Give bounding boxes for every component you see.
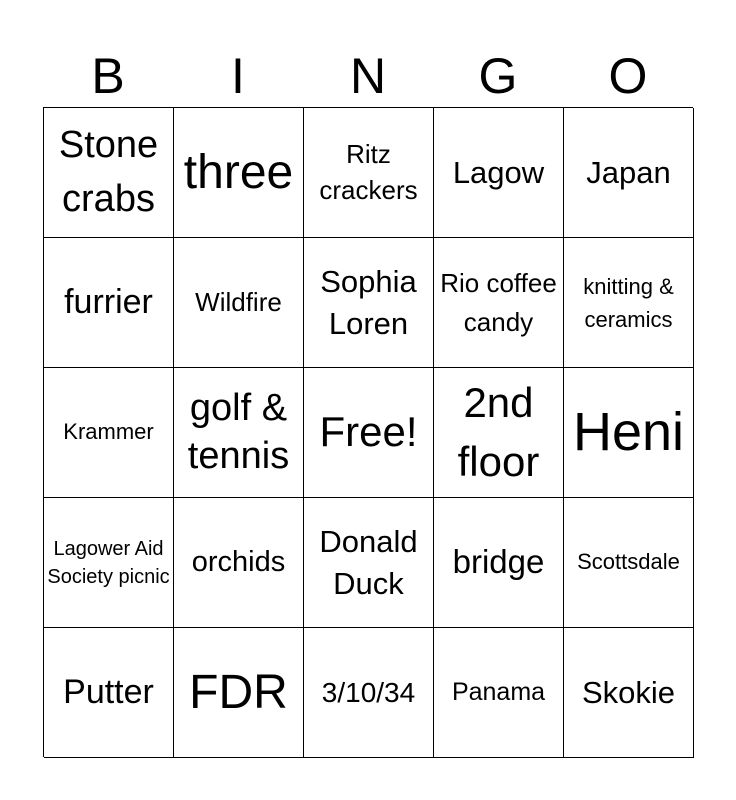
cell-text: three bbox=[183, 145, 294, 199]
cell-text: Lagow bbox=[452, 154, 545, 190]
bingo-cell[interactable] bbox=[174, 498, 304, 628]
header-letter-o: O bbox=[608, 48, 648, 104]
bingo-cell[interactable] bbox=[564, 238, 694, 368]
bingo-cell[interactable] bbox=[174, 628, 304, 758]
header-letter-i: I bbox=[231, 48, 245, 104]
header-letter-n: N bbox=[349, 48, 387, 104]
bingo-cell[interactable] bbox=[174, 368, 304, 498]
bingo-cell[interactable] bbox=[304, 238, 434, 368]
cell-text: Ritz crackers bbox=[319, 139, 418, 205]
cell-text: Donald Duck bbox=[319, 523, 418, 601]
bingo-cell[interactable] bbox=[44, 498, 174, 628]
bingo-cell[interactable] bbox=[434, 238, 564, 368]
bingo-cell[interactable] bbox=[564, 628, 694, 758]
cell-text: bridge bbox=[452, 543, 545, 581]
bingo-cell[interactable] bbox=[174, 108, 304, 238]
cell-text: 2nd floor bbox=[457, 378, 540, 485]
cell-text: golf & tennis bbox=[187, 387, 290, 477]
bingo-header bbox=[43, 46, 693, 106]
cell-text: Stone crabs bbox=[58, 124, 159, 220]
cell-text: knitting & ceramics bbox=[583, 273, 674, 332]
cell-text: Krammer bbox=[63, 419, 154, 445]
bingo-cell[interactable] bbox=[434, 628, 564, 758]
bingo-cell[interactable] bbox=[304, 108, 434, 238]
cell-text: Scottsdale bbox=[577, 549, 680, 575]
cell-text: Japan bbox=[586, 154, 671, 190]
cell-text: Rio coffee candy bbox=[440, 267, 557, 337]
cell-text: Heni bbox=[572, 402, 685, 463]
bingo-cell[interactable] bbox=[304, 368, 434, 498]
bingo-cell[interactable] bbox=[304, 628, 434, 758]
cell-text: furrier bbox=[64, 283, 153, 322]
bingo-cell[interactable] bbox=[174, 238, 304, 368]
cell-text: orchids bbox=[191, 545, 286, 578]
bingo-cell[interactable] bbox=[564, 368, 694, 498]
bingo-grid bbox=[43, 107, 693, 757]
cell-text: Free! bbox=[319, 408, 418, 456]
bingo-cell[interactable] bbox=[44, 108, 174, 238]
cell-text: 3/10/34 bbox=[321, 676, 416, 708]
bingo-cell[interactable] bbox=[44, 628, 174, 758]
bingo-cell[interactable] bbox=[304, 498, 434, 628]
bingo-cell[interactable] bbox=[434, 108, 564, 238]
bingo-cell[interactable] bbox=[434, 498, 564, 628]
cell-text: Skokie bbox=[581, 674, 676, 710]
cell-text: Putter bbox=[63, 673, 154, 712]
cell-text: Lagower Aid Society picnic bbox=[47, 537, 170, 588]
bingo-cell[interactable] bbox=[564, 108, 694, 238]
cell-text: Wildfire bbox=[195, 286, 282, 317]
bingo-cell[interactable] bbox=[44, 238, 174, 368]
cell-text: Panama bbox=[451, 678, 546, 706]
bingo-cell[interactable] bbox=[434, 368, 564, 498]
cell-text: FDR bbox=[189, 665, 288, 719]
bingo-cell[interactable] bbox=[564, 498, 694, 628]
bingo-cell[interactable] bbox=[44, 368, 174, 498]
cell-text: Sophia Loren bbox=[320, 263, 417, 341]
header-letter-g: G bbox=[478, 48, 518, 104]
header-letter-b: B bbox=[91, 48, 125, 104]
